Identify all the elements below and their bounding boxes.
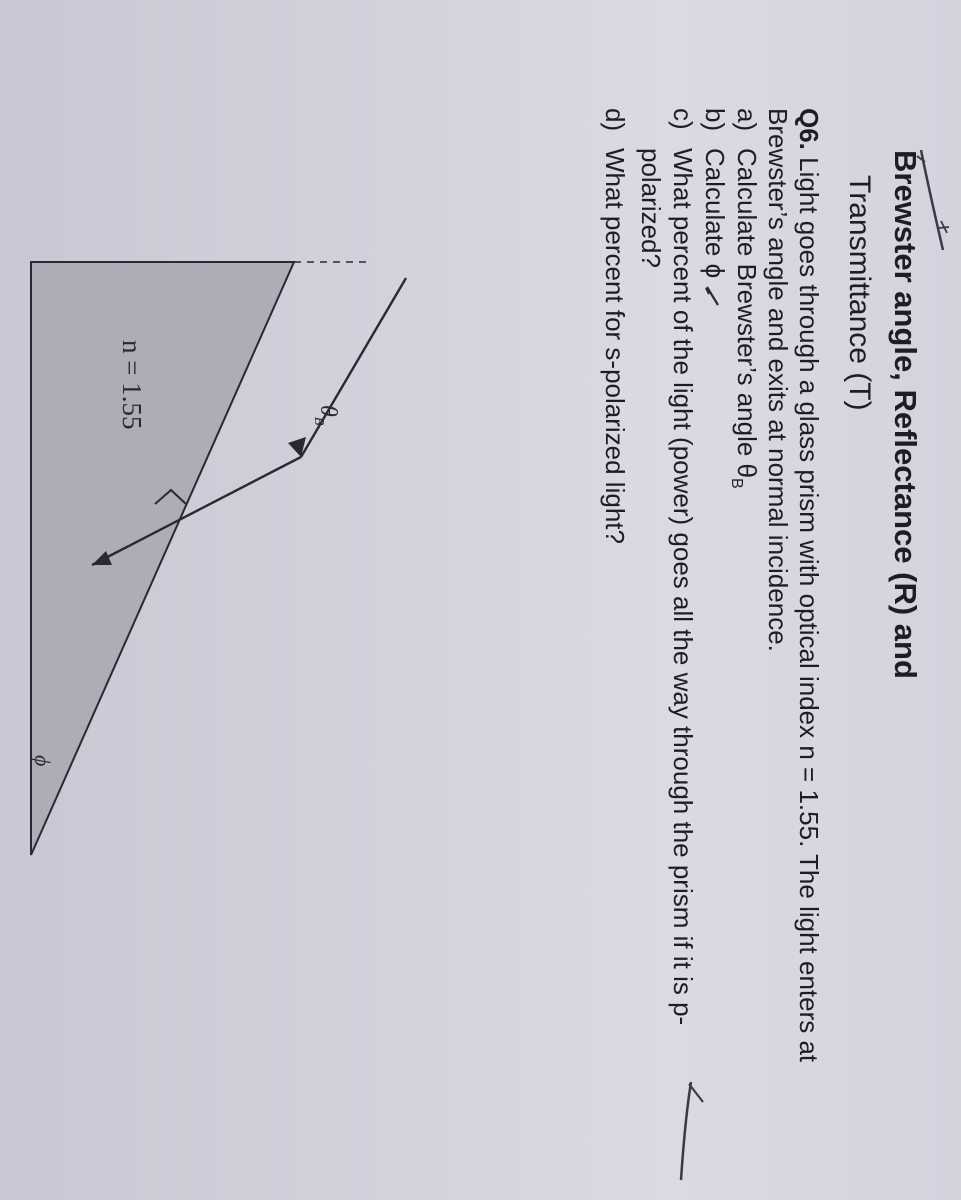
part-a-sub: B <box>727 478 745 489</box>
incident-ray <box>301 278 406 457</box>
part-b-label: b) <box>700 108 730 132</box>
apex-angle-label: ϕ <box>30 755 55 767</box>
part-b-text: Calculate ϕ <box>700 148 730 279</box>
part-c-continued: polarized? <box>636 148 666 268</box>
part-c-label: c) <box>668 108 698 130</box>
question-line-2: Brewster’s angle and exits at normal incidence. <box>763 108 793 652</box>
page-title: Brewster angle, Reflectance (R) and <box>888 150 923 679</box>
part-d-text: What percent for s-polarized light? <box>600 148 630 544</box>
part-a-text: Calculate Brewster’s angle θ <box>732 148 762 478</box>
question-text-1: Light goes through a glass prism with optical index n = 1.55. The light enters at <box>794 157 824 1063</box>
refractive-index-label: n = 1.55 <box>117 340 147 430</box>
question-number: Q6. <box>794 108 824 150</box>
part-d-label: d) <box>600 108 630 132</box>
part-a-label: a) <box>732 108 762 132</box>
brewster-angle-label: $\theta_B$ <box>311 405 341 426</box>
glass-prism <box>31 262 294 855</box>
part-c-text: What percent of the light (power) goes all the way through the prism if it is p- <box>668 148 698 1026</box>
page-subtitle: Transmittance (T) <box>843 175 876 411</box>
